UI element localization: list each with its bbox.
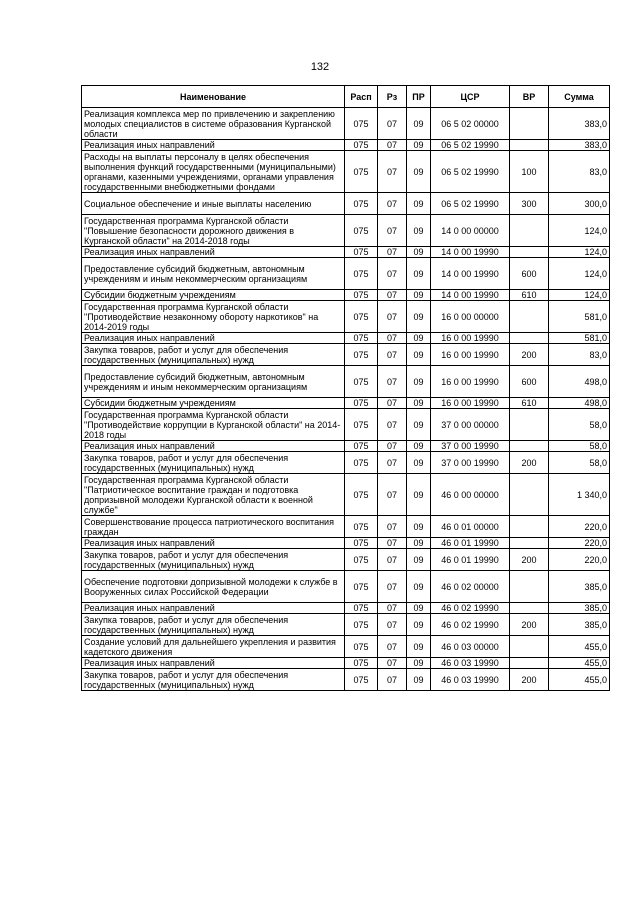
row-sum: 581,0 xyxy=(549,333,610,344)
row-rz: 07 xyxy=(378,151,407,193)
row-name: Предоставление субсидий бюджетным, автономным учреждениям и иным некоммерческим организациям xyxy=(82,258,345,290)
row-vr xyxy=(510,441,549,452)
row-vr: 600 xyxy=(510,366,549,398)
row-csr: 06 5 02 19990 xyxy=(431,193,510,215)
row-sum: 385,0 xyxy=(549,571,610,603)
row-rasp: 075 xyxy=(345,603,378,614)
row-vr xyxy=(510,301,549,333)
row-sum: 385,0 xyxy=(549,614,610,636)
row-csr: 16 0 00 19990 xyxy=(431,344,510,366)
row-vr: 200 xyxy=(510,452,549,474)
row-vr xyxy=(510,636,549,658)
row-rasp: 075 xyxy=(345,474,378,516)
row-name: Субсидии бюджетным учреждениям xyxy=(82,290,345,301)
row-rasp: 075 xyxy=(345,409,378,441)
row-vr xyxy=(510,215,549,247)
row-vr xyxy=(510,516,549,538)
header-vr: ВР xyxy=(510,86,549,108)
row-sum: 498,0 xyxy=(549,366,610,398)
table-row xyxy=(82,215,610,247)
table-row xyxy=(82,538,610,549)
row-rz: 07 xyxy=(378,344,407,366)
row-name: Государственная программа Курганской области "Повышение безопасности дорожного движения в Курганской области" на 2014-2018 годы xyxy=(82,215,345,247)
row-vr: 610 xyxy=(510,398,549,409)
row-rz: 07 xyxy=(378,571,407,603)
row-csr: 46 0 03 00000 xyxy=(431,636,510,658)
row-csr: 46 0 01 00000 xyxy=(431,516,510,538)
row-name: Расходы на выплаты персоналу в целях обеспечения выполнения функций государственными (муниципальными) органами, казенными учреждениями, органами управления государственными внебюджетными фондами xyxy=(82,151,345,193)
row-vr xyxy=(510,603,549,614)
row-csr: 37 0 00 19990 xyxy=(431,441,510,452)
row-name: Реализация иных направлений xyxy=(82,333,345,344)
row-pr: 09 xyxy=(407,301,431,333)
header-pr: ПР xyxy=(407,86,431,108)
row-pr: 09 xyxy=(407,538,431,549)
row-rasp: 075 xyxy=(345,301,378,333)
row-vr: 200 xyxy=(510,344,549,366)
table-row xyxy=(82,333,610,344)
row-rasp: 075 xyxy=(345,571,378,603)
row-rasp: 075 xyxy=(345,140,378,151)
row-rasp: 075 xyxy=(345,669,378,691)
row-rz: 07 xyxy=(378,636,407,658)
row-name: Обеспечение подготовки допризывной молодежи к службе в Вооруженных силах Российской Федерации xyxy=(82,571,345,603)
row-pr: 09 xyxy=(407,247,431,258)
row-sum: 385,0 xyxy=(549,603,610,614)
row-vr: 200 xyxy=(510,669,549,691)
row-csr: 14 0 00 19990 xyxy=(431,258,510,290)
table-row xyxy=(82,301,610,333)
row-name: Закупка товаров, работ и услуг для обеспечения государственных (муниципальных) нужд xyxy=(82,549,345,571)
row-vr: 300 xyxy=(510,193,549,215)
row-name: Закупка товаров, работ и услуг для обеспечения государственных (муниципальных) нужд xyxy=(82,614,345,636)
row-rz: 07 xyxy=(378,516,407,538)
row-rz: 07 xyxy=(378,366,407,398)
table-row xyxy=(82,151,610,193)
row-name: Реализация иных направлений xyxy=(82,247,345,258)
row-rasp: 075 xyxy=(345,290,378,301)
row-sum: 455,0 xyxy=(549,669,610,691)
row-name: Предоставление субсидий бюджетным, автономным учреждениям и иным некоммерческим организациям xyxy=(82,366,345,398)
table-row xyxy=(82,193,610,215)
table-row xyxy=(82,658,610,669)
row-rz: 07 xyxy=(378,409,407,441)
row-sum: 498,0 xyxy=(549,398,610,409)
row-rasp: 075 xyxy=(345,366,378,398)
table-row xyxy=(82,571,610,603)
row-name: Закупка товаров, работ и услуг для обеспечения государственных (муниципальных) нужд xyxy=(82,452,345,474)
row-sum: 581,0 xyxy=(549,301,610,333)
table-row xyxy=(82,366,610,398)
row-pr: 09 xyxy=(407,409,431,441)
table-row xyxy=(82,636,610,658)
row-rasp: 075 xyxy=(345,344,378,366)
row-name: Реализация иных направлений xyxy=(82,603,345,614)
row-name: Реализация иных направлений xyxy=(82,140,345,151)
table-row xyxy=(82,108,610,140)
row-rasp: 075 xyxy=(345,398,378,409)
row-sum: 124,0 xyxy=(549,247,610,258)
row-csr: 06 5 02 19990 xyxy=(431,140,510,151)
row-name: Совершенствование процесса патриотического воспитания граждан xyxy=(82,516,345,538)
table-row xyxy=(82,669,610,691)
row-name: Закупка товаров, работ и услуг для обеспечения государственных (муниципальных) нужд xyxy=(82,344,345,366)
header-csr: ЦСР xyxy=(431,86,510,108)
row-rz: 07 xyxy=(378,669,407,691)
row-csr: 16 0 00 19990 xyxy=(431,398,510,409)
row-rasp: 075 xyxy=(345,441,378,452)
row-rz: 07 xyxy=(378,215,407,247)
row-csr: 46 0 02 19990 xyxy=(431,614,510,636)
row-rasp: 075 xyxy=(345,516,378,538)
row-rasp: 075 xyxy=(345,151,378,193)
row-sum: 83,0 xyxy=(549,344,610,366)
row-csr: 46 0 03 19990 xyxy=(431,658,510,669)
table-row xyxy=(82,441,610,452)
row-vr: 100 xyxy=(510,151,549,193)
row-sum: 58,0 xyxy=(549,441,610,452)
row-pr: 09 xyxy=(407,474,431,516)
row-pr: 09 xyxy=(407,108,431,140)
table-row xyxy=(82,409,610,441)
row-vr xyxy=(510,409,549,441)
row-pr: 09 xyxy=(407,549,431,571)
row-vr xyxy=(510,474,549,516)
row-csr: 37 0 00 19990 xyxy=(431,452,510,474)
row-csr: 06 5 02 00000 xyxy=(431,108,510,140)
row-csr: 46 0 02 19990 xyxy=(431,603,510,614)
row-rz: 07 xyxy=(378,108,407,140)
table-row xyxy=(82,398,610,409)
row-rasp: 075 xyxy=(345,333,378,344)
row-rasp: 075 xyxy=(345,614,378,636)
row-rasp: 075 xyxy=(345,658,378,669)
row-csr: 46 0 02 00000 xyxy=(431,571,510,603)
row-rasp: 075 xyxy=(345,258,378,290)
row-csr: 37 0 00 00000 xyxy=(431,409,510,441)
row-vr: 610 xyxy=(510,290,549,301)
row-rz: 07 xyxy=(378,452,407,474)
row-name: Реализация иных направлений xyxy=(82,658,345,669)
row-rasp: 075 xyxy=(345,452,378,474)
row-pr: 09 xyxy=(407,669,431,691)
row-pr: 09 xyxy=(407,151,431,193)
row-name: Создание условий для дальнейшего укрепления и развития кадетского движения xyxy=(82,636,345,658)
row-pr: 09 xyxy=(407,658,431,669)
row-rz: 07 xyxy=(378,193,407,215)
row-sum: 124,0 xyxy=(549,258,610,290)
row-vr: 600 xyxy=(510,258,549,290)
row-pr: 09 xyxy=(407,366,431,398)
row-sum: 124,0 xyxy=(549,215,610,247)
row-rz: 07 xyxy=(378,474,407,516)
row-vr xyxy=(510,108,549,140)
row-rz: 07 xyxy=(378,333,407,344)
row-csr: 14 0 00 19990 xyxy=(431,247,510,258)
row-vr xyxy=(510,658,549,669)
table-row xyxy=(82,140,610,151)
row-rz: 07 xyxy=(378,398,407,409)
row-vr xyxy=(510,247,549,258)
row-rz: 07 xyxy=(378,290,407,301)
row-rasp: 075 xyxy=(345,247,378,258)
row-csr: 14 0 00 00000 xyxy=(431,215,510,247)
row-pr: 09 xyxy=(407,215,431,247)
row-vr: 200 xyxy=(510,549,549,571)
row-pr: 09 xyxy=(407,571,431,603)
row-rz: 07 xyxy=(378,549,407,571)
row-rz: 07 xyxy=(378,441,407,452)
row-name: Субсидии бюджетным учреждениям xyxy=(82,398,345,409)
row-sum: 383,0 xyxy=(549,108,610,140)
row-pr: 09 xyxy=(407,193,431,215)
row-rasp: 075 xyxy=(345,549,378,571)
row-sum: 300,0 xyxy=(549,193,610,215)
header-sum: Сумма xyxy=(549,86,610,108)
row-vr: 200 xyxy=(510,614,549,636)
row-pr: 09 xyxy=(407,344,431,366)
row-name: Реализация комплекса мер по привлечению и закреплению молодых специалистов в системе образования Курганской области xyxy=(82,108,345,140)
header-rz: Рз xyxy=(378,86,407,108)
row-csr: 16 0 00 19990 xyxy=(431,333,510,344)
row-rz: 07 xyxy=(378,140,407,151)
row-name: Закупка товаров, работ и услуг для обеспечения государственных (муниципальных) нужд xyxy=(82,669,345,691)
table-row xyxy=(82,516,610,538)
page-number: 132 xyxy=(310,61,330,73)
row-sum: 220,0 xyxy=(549,549,610,571)
row-sum: 455,0 xyxy=(549,658,610,669)
row-rasp: 075 xyxy=(345,538,378,549)
row-pr: 09 xyxy=(407,290,431,301)
table-row xyxy=(82,549,610,571)
row-rz: 07 xyxy=(378,247,407,258)
row-rz: 07 xyxy=(378,603,407,614)
row-sum: 1 340,0 xyxy=(549,474,610,516)
row-vr xyxy=(510,333,549,344)
table-row xyxy=(82,344,610,366)
row-pr: 09 xyxy=(407,603,431,614)
row-rasp: 075 xyxy=(345,108,378,140)
table-row xyxy=(82,290,610,301)
row-pr: 09 xyxy=(407,614,431,636)
row-name: Реализация иных направлений xyxy=(82,441,345,452)
row-sum: 58,0 xyxy=(549,452,610,474)
row-pr: 09 xyxy=(407,398,431,409)
table-row xyxy=(82,614,610,636)
row-csr: 14 0 00 19990 xyxy=(431,290,510,301)
row-pr: 09 xyxy=(407,441,431,452)
row-pr: 09 xyxy=(407,333,431,344)
row-rasp: 075 xyxy=(345,193,378,215)
row-pr: 09 xyxy=(407,140,431,151)
row-sum: 220,0 xyxy=(549,516,610,538)
row-name: Государственная программа Курганской области "Противодействие коррупции в Курганской области" на 2014-2018 годы xyxy=(82,409,345,441)
row-rz: 07 xyxy=(378,538,407,549)
row-rasp: 075 xyxy=(345,636,378,658)
row-name: Реализация иных направлений xyxy=(82,538,345,549)
row-sum: 83,0 xyxy=(549,151,610,193)
row-csr: 46 0 03 19990 xyxy=(431,669,510,691)
row-csr: 46 0 00 00000 xyxy=(431,474,510,516)
table-row xyxy=(82,474,610,516)
row-csr: 16 0 00 00000 xyxy=(431,301,510,333)
row-sum: 455,0 xyxy=(549,636,610,658)
row-pr: 09 xyxy=(407,516,431,538)
budget-table xyxy=(81,85,610,691)
table-row xyxy=(82,452,610,474)
row-sum: 383,0 xyxy=(549,140,610,151)
row-name: Государственная программа Курганской области "Патриотическое воспитание граждан и подготовка допризывной молодежи Курганской области к военной службе" xyxy=(82,474,345,516)
row-name: Государственная программа Курганской области "Противодействие незаконному обороту наркотиков" на 2014-2019 годы xyxy=(82,301,345,333)
row-sum: 220,0 xyxy=(549,538,610,549)
row-csr: 16 0 00 19990 xyxy=(431,366,510,398)
header-name: Наименование xyxy=(82,86,345,108)
row-rasp: 075 xyxy=(345,215,378,247)
row-name: Социальное обеспечение и иные выплаты населению xyxy=(82,193,345,215)
table-row xyxy=(82,603,610,614)
row-vr xyxy=(510,140,549,151)
row-rz: 07 xyxy=(378,614,407,636)
row-csr: 06 5 02 19990 xyxy=(431,151,510,193)
row-rz: 07 xyxy=(378,658,407,669)
table-header-row xyxy=(82,86,610,108)
row-csr: 46 0 01 19990 xyxy=(431,538,510,549)
header-rasp: Расп xyxy=(345,86,378,108)
table-body xyxy=(82,108,610,691)
row-vr xyxy=(510,538,549,549)
row-rz: 07 xyxy=(378,301,407,333)
row-pr: 09 xyxy=(407,452,431,474)
row-csr: 46 0 01 19990 xyxy=(431,549,510,571)
row-pr: 09 xyxy=(407,258,431,290)
row-sum: 58,0 xyxy=(549,409,610,441)
row-pr: 09 xyxy=(407,636,431,658)
row-rz: 07 xyxy=(378,258,407,290)
row-sum: 124,0 xyxy=(549,290,610,301)
row-vr xyxy=(510,571,549,603)
table-row xyxy=(82,258,610,290)
table-row xyxy=(82,247,610,258)
